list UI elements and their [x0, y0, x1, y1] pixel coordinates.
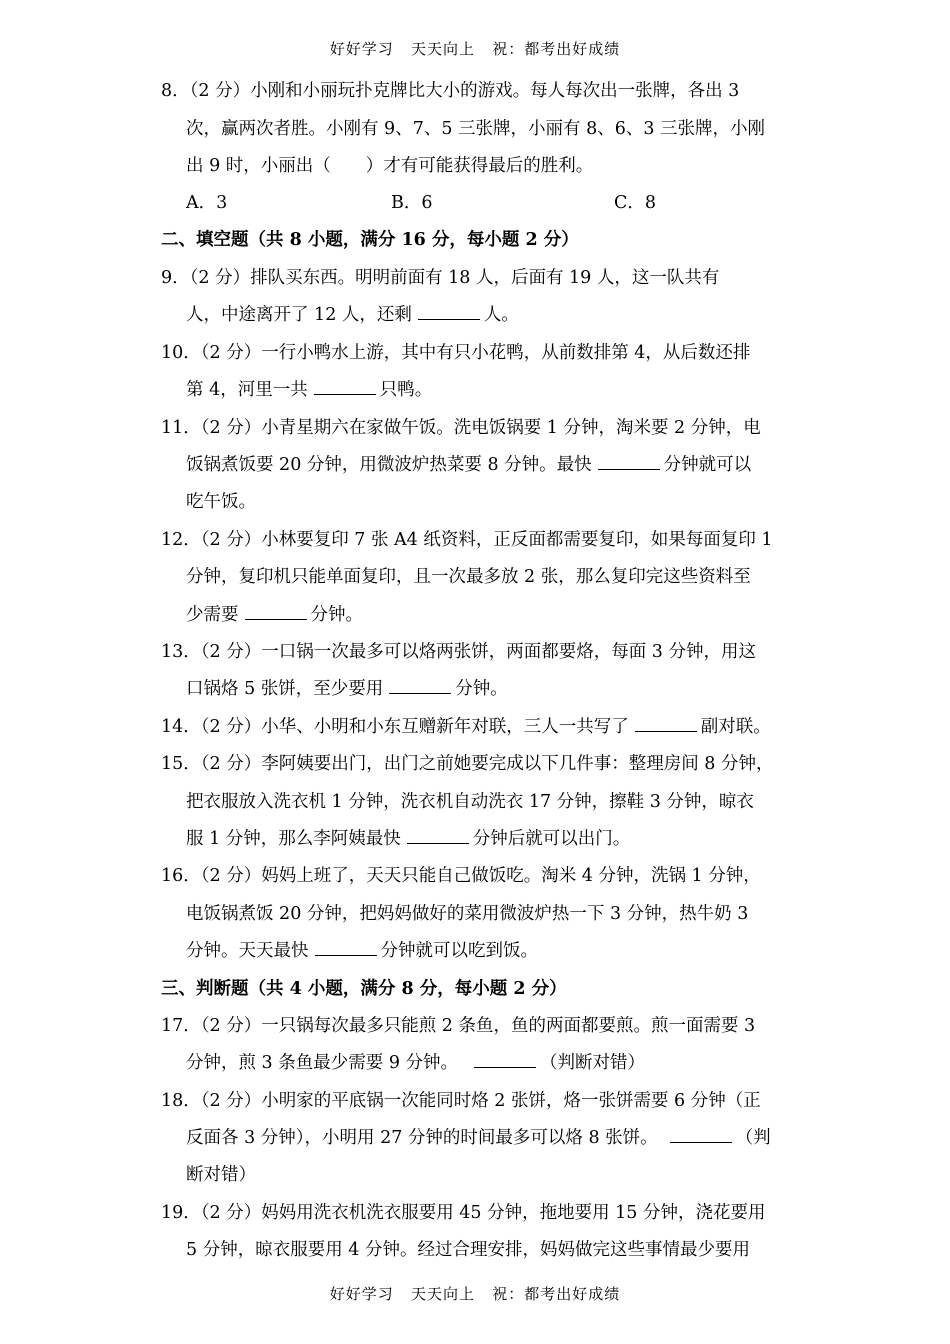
- q17-text-a: 分钟，煎 3 条鱼最少需要 9 分钟。: [186, 1053, 459, 1073]
- answer-blank[interactable]: [670, 1126, 732, 1143]
- q9-text-a: 人，中途离开了 12 人，还剩: [186, 305, 412, 325]
- q11-text-a: 饭锅煮饭要 20 分钟，用微波炉热菜要 8 分钟。最快: [186, 455, 592, 475]
- q17-line1: 17．（2 分）一只锅每次最多只能煎 2 条鱼，鱼的两面都要煎。煎一面需要 3: [161, 1016, 756, 1036]
- q17-text-b: （判断对错）: [540, 1053, 646, 1073]
- q9-line2: [186, 303, 519, 327]
- answer-blank[interactable]: [389, 677, 451, 694]
- section-heading-judge: 三、判断题（共 4 小题，满分 8 分，每小题 2 分）: [161, 979, 567, 999]
- q13-line1: 13．（2 分）一口锅一次最多可以烙两张饼，两面都要烙，每面 3 分钟，用这: [161, 642, 756, 662]
- q13-line2: [186, 677, 508, 701]
- q11-text-b: 分钟就可以: [663, 455, 752, 475]
- q16-line1: 16．（2 分）妈妈上班了，天天只能自己做饭吃。淘米 4 分钟，洗锅 1 分钟，: [161, 866, 761, 886]
- q18-text-a: 反面各 3 分钟），小明用 27 分钟的时间最多可以烙 8 张饼。: [186, 1128, 658, 1148]
- q19-line1: 19．（2 分）妈妈用洗衣机洗衣服要用 45 分钟，拖地要用 15 分钟，浇花要用: [161, 1203, 766, 1223]
- page-header: 好好学习 天天向上 祝：都考出好成绩: [329, 40, 621, 58]
- q14-text-b: 副对联。: [700, 717, 771, 737]
- page-footer: 好好学习 天天向上 祝：都考出好成绩: [329, 1285, 621, 1303]
- section-heading-fill: 二、填空题（共 8 小题，满分 16 分，每小题 2 分）: [161, 230, 579, 250]
- answer-blank[interactable]: [418, 303, 480, 320]
- q10-line2: [186, 378, 432, 402]
- q15-line3: [186, 827, 630, 851]
- q12-line2: 分钟，复印机只能单面复印，且一次最多放 2 张，那么复印完这些资料至: [186, 567, 751, 587]
- q8-line2: 次，赢两次者胜。小刚有 9、7、5 三张牌，小丽有 8、6、3 三张牌，小刚: [186, 119, 766, 139]
- q12-line1: 12．（2 分）小林要复印 7 张 A4 纸资料，正反面都需要复印，如果每面复印 1: [161, 530, 773, 550]
- q15-line1: 15．（2 分）李阿姨要出门，出门之前她要完成以下几件事：整理房间 8 分钟，: [161, 754, 774, 774]
- q9-text-b: 人。: [483, 305, 519, 325]
- q13-text-a: 口锅烙 5 张饼，至少要用: [186, 679, 384, 699]
- q8-option-c: C．8: [614, 193, 657, 213]
- q18-line1: 18．（2 分）小明家的平底锅一次能同时烙 2 张饼，烙一张饼需要 6 分钟（正: [161, 1091, 761, 1111]
- q9-line1: 9．（2 分）排队买东西。明明前面有 18 人，后面有 19 人，这一队共有: [161, 268, 720, 288]
- q11-line1: 11．（2 分）小青星期六在家做午饭。洗电饭锅要 1 分钟，淘米要 2 分钟，电: [161, 418, 761, 438]
- answer-blank[interactable]: [474, 1051, 536, 1068]
- q15-text-b: 分钟后就可以出门。: [472, 829, 631, 849]
- q11-line2: [186, 453, 751, 477]
- q10-text-a: 第 4，河里一共: [186, 380, 308, 400]
- q8-option-a: A．3: [186, 193, 228, 213]
- q8-option-b: B．6: [391, 193, 433, 213]
- q11-line3: 吃午饭。: [186, 492, 256, 512]
- q14-text-a: 14．（2 分）小华、小明和小东互赠新年对联，三人一共写了: [161, 717, 629, 737]
- q14-line1: [161, 715, 771, 739]
- q8-line3: 出 9 时，小丽出（ ）才有可能获得最后的胜利。: [186, 156, 594, 176]
- answer-blank[interactable]: [635, 715, 697, 732]
- answer-blank[interactable]: [598, 453, 660, 470]
- q15-text-a: 服 1 分钟，那么李阿姨最快: [186, 829, 401, 849]
- q13-text-b: 分钟。: [455, 679, 508, 699]
- answer-blank[interactable]: [314, 378, 376, 395]
- q17-line2: [186, 1051, 645, 1075]
- q10-line1: 10．（2 分）一行小鸭水上游，其中有只小花鸭，从前数排第 4，从后数还排: [161, 343, 751, 363]
- q16-text-a: 分钟。天天最快: [186, 941, 309, 961]
- q16-text-b: 分钟就可以吃到饭。: [380, 941, 538, 961]
- q18-line2: [186, 1126, 771, 1150]
- answer-blank[interactable]: [407, 827, 469, 844]
- q15-line2: 把衣服放入洗衣机 1 分钟，洗衣机自动洗衣 17 分钟，擦鞋 3 分钟，晾衣: [186, 792, 754, 812]
- q12-line3: [186, 603, 363, 627]
- q19-line2: 5 分钟，晾衣服要用 4 分钟。经过合理安排，妈妈做完这些事情最少要用: [186, 1240, 750, 1260]
- q16-line3: [186, 939, 538, 963]
- answer-blank[interactable]: [315, 939, 377, 956]
- q18-text-b: （判: [735, 1128, 771, 1148]
- q12-text-a: 少需要: [186, 605, 239, 625]
- q18-line3: 断对错）: [186, 1165, 256, 1185]
- answer-blank[interactable]: [245, 603, 307, 620]
- q8-line1: 8．（2 分）小刚和小丽玩扑克牌比大小的游戏。每人每次出一张牌，各出 3: [161, 81, 740, 101]
- q10-text-b: 只鸭。: [379, 380, 433, 400]
- q16-line2: 电饭锅煮饭 20 分钟，把妈妈做好的菜用微波炉热一下 3 分钟，热牛奶 3: [186, 904, 749, 924]
- q12-text-b: 分钟。: [310, 605, 363, 625]
